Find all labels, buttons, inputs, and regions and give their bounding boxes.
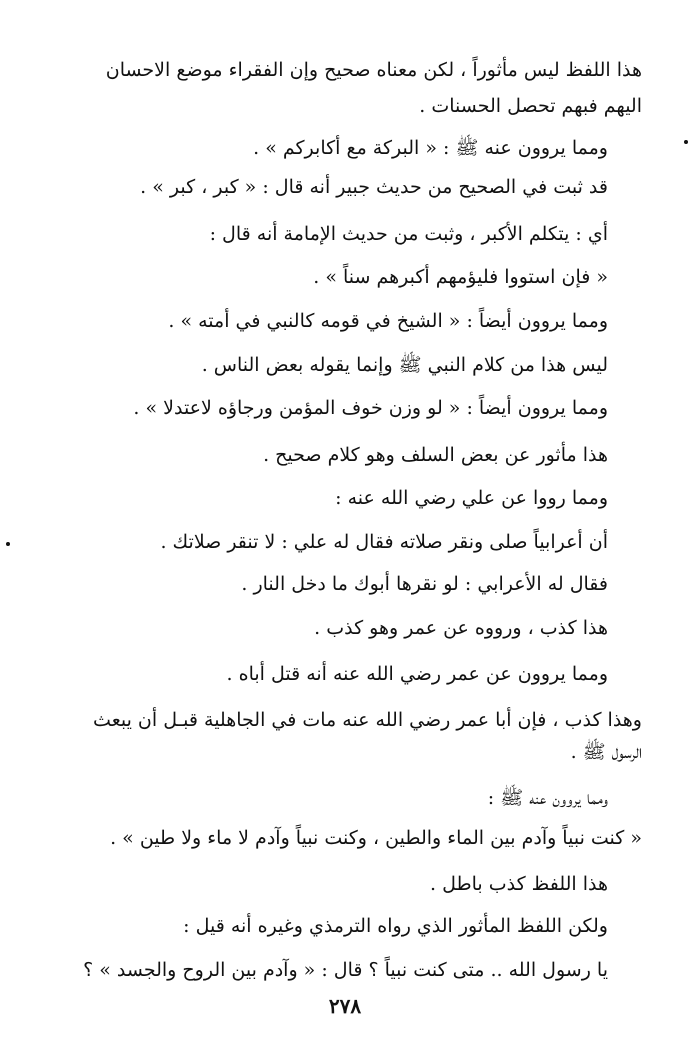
text-line-14: هذا كذب ، ورووه عن عمر وهو كذب . [314, 617, 608, 639]
text-line-1: هذا اللفظ ليس مأثوراً ، لكن معناه صحيح وإن الفقراء موضع الاحسان [105, 59, 642, 81]
text-line-15: ومما يروون عن عمر رضي الله عنه أنه قتل أباه . [226, 663, 608, 685]
text-line-17: الرسول ﷺ . [570, 741, 642, 763]
text-line-7: ومما يروون أيضاً : « الشيخ في قومه كالنبي في أمته » . [168, 310, 608, 332]
text-line-3: ومما يروون عنه ﷺ : « البركة مع أكابركم » . [253, 137, 608, 159]
page-number: ٢٧٨ [328, 994, 362, 1018]
text-line-2: اليهم فبهم تحصل الحسنات . [419, 95, 642, 117]
text-line-21: ولكن اللفظ المأثور الذي رواه الترمذي وغيره أنه قيل : [183, 915, 608, 937]
text-line-9: ومما يروون أيضاً : « لو وزن خوف المؤمن ورجاؤه لاعتدلا » . [133, 397, 608, 419]
text-line-8: ليس هذا من كلام النبي ﷺ وإنما يقوله بعض الناس . [201, 354, 608, 376]
text-line-18: ومما يروون عنه ﷺ : [487, 787, 608, 809]
text-line-6: « فإن استووا فليؤمهم أكبرهم سناً » . [313, 266, 608, 288]
text-line-11: ومما رووا عن علي رضي الله عنه : [335, 487, 608, 509]
text-line-13: فقال له الأعرابي : لو نقرها أبوك ما دخل النار . [241, 573, 608, 595]
margin-mark-right-top [684, 140, 688, 144]
text-line-12: أن أعرابياً صلى ونقر صلاته فقال له علي : لا تنقر صلاتك . [160, 531, 608, 553]
margin-mark-left-middle [6, 542, 10, 546]
text-line-16: وهذا كذب ، فإن أبا عمر رضي الله عنه مات في الجاهلية قبـل أن يبعث [93, 709, 642, 731]
text-line-4: قد ثبت في الصحيح من حديث جبير أنه قال : « كبر ، كبر » . [140, 176, 608, 198]
text-line-10: هذا مأثور عن بعض السلف وهو كلام صحيح . [263, 444, 608, 466]
text-line-22: يا رسول الله .. متى كنت نبياً ؟ قال : « وآدم بين الروح والجسد » ؟ [83, 959, 608, 981]
text-line-5: أي : يتكلم الأكبر ، وثبت من حديث الإمامة أنه قال : [209, 223, 608, 245]
text-line-20: هذا اللفظ كذب باطل . [430, 873, 608, 895]
text-line-19: « كنت نبياً وآدم بين الماء والطين ، وكنت نبياً وآدم لا ماء ولا طين » . [110, 827, 642, 849]
